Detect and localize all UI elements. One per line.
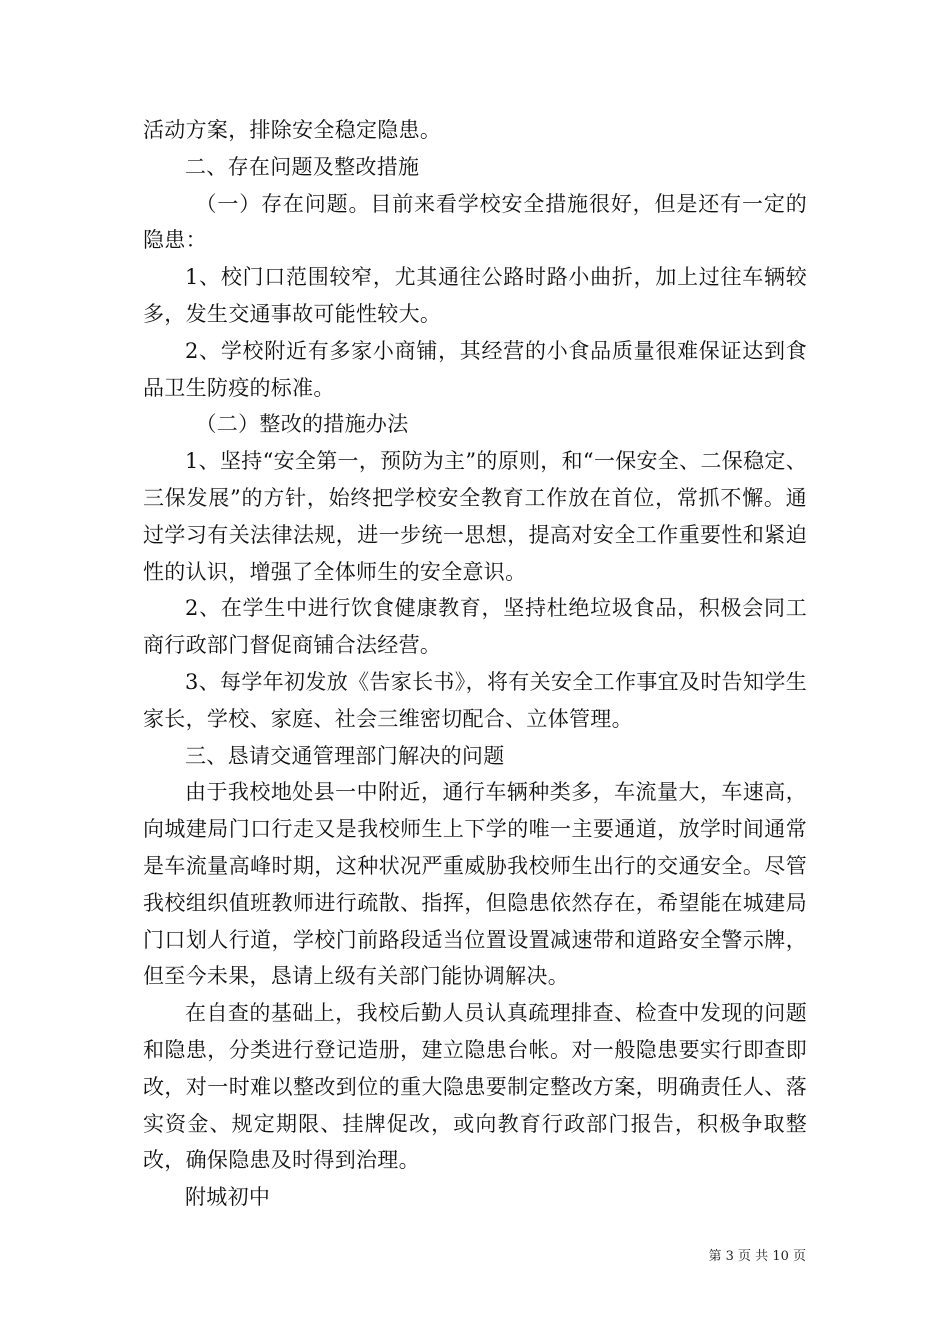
- subsection-measures: （二）整改的措施办法: [195, 412, 409, 437]
- paragraph-traffic-issue: 由于我校地处县一中附近，通行车辆种类多，车流量大，车速高，向城建局门口行走又是我校师生上下学的唯一主要通道，放学时间通常是车流量高峰时期，这种状况严重威胁我校师生出行的交通安全。尽管我校组织值班教师进行疏散、指挥，但隐患依然存在，希望能在城建局门口划人行道，学校门前路段适当位置设置减速带和道路安全警示牌，但至今未果，恳请上级有关部门能协调解决。: [143, 780, 807, 989]
- paragraph-self-inspection: 在自查的基础上，我校后勤人员认真疏理排查、检查中发现的问题和隐患，分类进行登记造册，建立隐患台帐。对一般隐患要实行即查即改，对一时难以整改到位的重大隐患要制定整改方案，明确责任人、落实资金、规定期限、挂牌促改，或向教育行政部门报告，积极争取整改，确保隐患及时得到治理。: [143, 1001, 807, 1173]
- section-heading-problems: 二、存在问题及整改措施: [185, 154, 420, 179]
- list-item-parent-letter: 3、每学年初发放《告家长书》，将有关安全工作事宜及时告知学生家长，学校、家庭、社会三维密切配合、立体管理。: [143, 669, 807, 731]
- section-heading-traffic: 三、恳请交通管理部门解决的问题: [185, 743, 505, 768]
- paragraph-continuation: 活动方案，排除安全稳定隐患。: [143, 118, 442, 142]
- list-item-food-education: 2、在学生中进行饮食健康教育，坚持杜绝垃圾食品，积极会同工商行政部门督促商铺合法经营。: [143, 596, 807, 658]
- signature-school-name: 附城初中: [185, 1185, 271, 1210]
- subsection-existing-problems: （一）存在问题。目前来看学校安全措施很好，但是还有一定的隐患：: [143, 191, 807, 253]
- list-item-gate: 1、校门口范围较窄，尤其通往公路时路小曲折，加上过往车辆较多，发生交通事故可能性较大。: [143, 265, 807, 326]
- list-item-shops: 2、学校附近有多家小商铺，其经营的小食品质量很难保证达到食品卫生防疫的标准。: [143, 338, 807, 400]
- page-number: 第 3 页 共 10 页: [708, 1249, 806, 1264]
- document-body: [143, 112, 807, 1216]
- list-item-safety-first: 1、坚持“安全第一，预防为主”的原则，和“一保安全、二保稳定、三保发展”的方针，始终把学校安全教育工作放在首位，常抓不懈。通过学习有关法律法规，进一步统一思想，提高对安全工作重要性和紧迫性的认识，增强了全体师生的安全意识。: [143, 449, 807, 584]
